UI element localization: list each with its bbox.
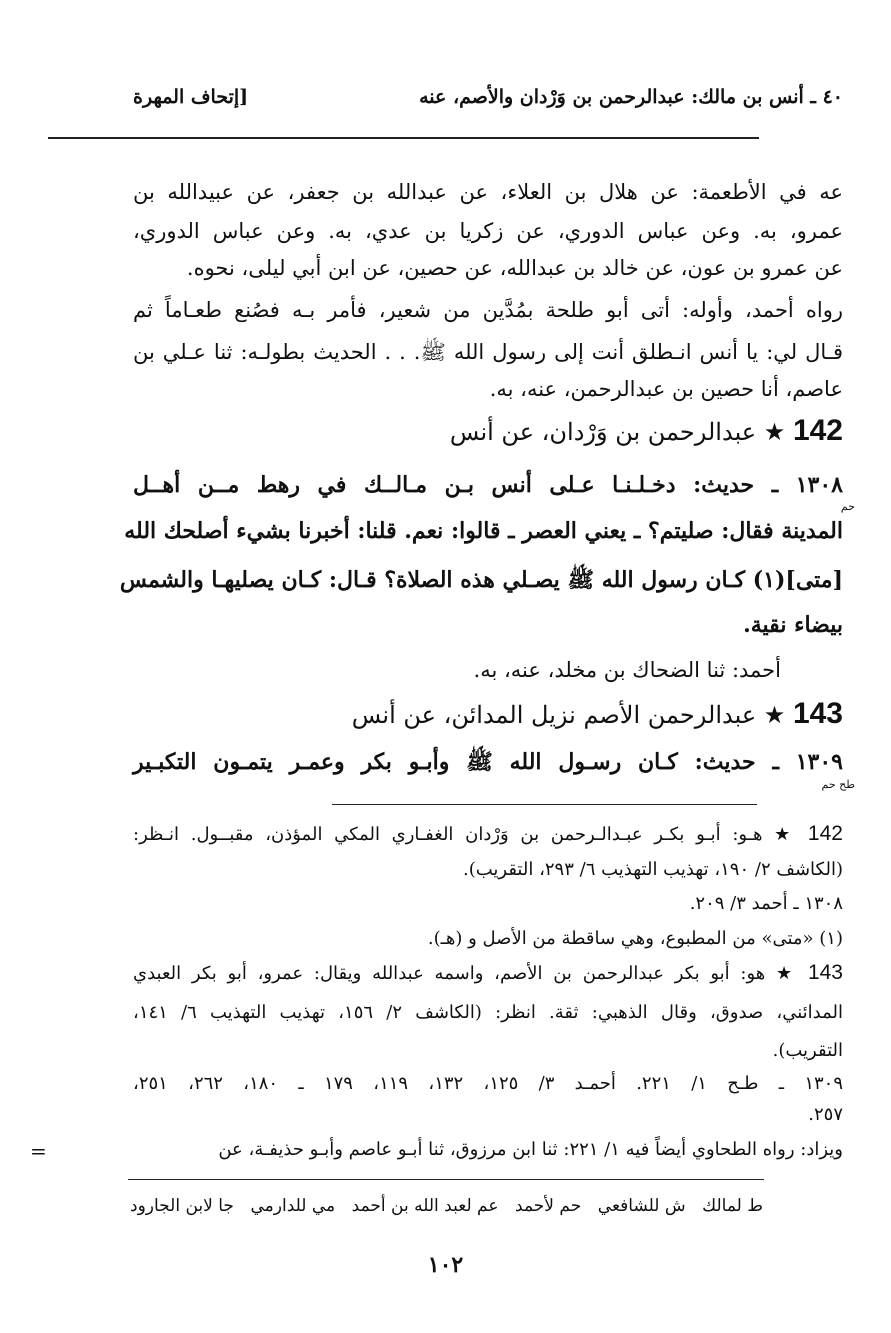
chapter-142-heading: [133, 414, 843, 448]
footnote-143-line: المدائني، صدوق، وقال الذهبي: ثقة. انظر: (الكاشف ٢/ ١٥٦، تهذيب التهذيب ٦/ ١٤١،: [133, 1002, 843, 1023]
star-icon: ★: [763, 418, 786, 446]
page-header: [133, 86, 843, 122]
footnote-number: 143: [807, 961, 843, 984]
chapter-title: عبدالرحمن الأصم نزيل المدائن، عن أنس: [351, 701, 757, 729]
abbreviation-rule: [128, 1179, 764, 1180]
intro-line: عه في الأطعمة: عن هلال بن العلاء، عن عبدالله بن جعفر، عن عبيدالله بن: [133, 180, 843, 204]
abbreviation-key: [130, 1196, 763, 1216]
page-number: ١٠٢: [427, 1252, 464, 1278]
intro-line: عمرو، به. وعن عباس الدوري، عن زكريا بن عدي، به. وعن عباس الدوري،: [133, 219, 843, 243]
continuation-mark: =: [30, 1139, 47, 1163]
abbreviation-item: حم لأحمد: [515, 1196, 582, 1216]
footnote-1: (١) «متى» من المطبوع، وهي ساقطة من الأصل و (هـ).: [427, 928, 843, 949]
footnote-rule: [332, 804, 757, 805]
footnote-143-line: التقريب).: [772, 1040, 843, 1061]
ahmad-line: رواه أحمد، وأوله: أتى أبو طلحة بمُدَّين من شعير، فأمر بـه فصُنع طعـاماً ثم: [133, 298, 843, 322]
source-mark: حم: [840, 500, 855, 513]
footnote-number: 142: [807, 822, 843, 845]
footnote-1309-line: ٢٥٧.: [808, 1104, 843, 1125]
footnote-1308: ١٣٠٨ ـ أحمد ٣/ ٢٠٩.: [689, 893, 843, 914]
chapter-143-heading: [133, 697, 843, 731]
running-title: ٤٠ ـ أنس بن مالك: عبدالرحمن بن وَرْدان والأصم، عنه: [419, 86, 843, 108]
abbreviation-item: جا لابن الجارود: [130, 1196, 234, 1216]
abbreviation-item: مي للدارمي: [250, 1196, 336, 1216]
hadith-1309-line: ١٣٠٩ ـ حديث: كـان رسـول الله ﷺ وأبـو بكر وعمـر يتمـون التكبـير: [133, 749, 843, 775]
chapter-number: 142: [792, 414, 843, 447]
chapter-number: 143: [792, 697, 843, 730]
hadith-1308-line: [متى](١) كـان رسول الله ﷺ يصـلي هذه الصلاة؟ قـال: كـان يصليهـا والشمس: [119, 567, 843, 593]
footnote-ziyad: ويزاد: رواه الطحاوي أيضاً فيه ١/ ٢٢١: ثنا ابن مرزوق، ثنا أبـو عاصم وأبـو حذيفـة، عن: [218, 1139, 843, 1160]
abbreviation-item: عم لعبد الله بن أحمد: [351, 1196, 499, 1216]
ahmad-line: قـال لي: يا أنس انـطلق أنت إلى رسول الله ﷺ. . . الحديث بطولـه: ثنا عـلي بن: [133, 340, 843, 364]
footnote-142-line: [133, 822, 843, 846]
footnote-text: هـو: أبـو بكـر عبـدالـرحمن بن وَرْدان الغفـاري المكي المؤذن، مقبــول. انـظر:: [133, 824, 763, 845]
intro-line: عن عمرو بن عون، عن خالد بن عبدالله، عن حصين، عن ابن أبي ليلى، نحوه.: [186, 256, 843, 280]
book-title: [إتحاف المهرة: [133, 86, 249, 108]
abbreviation-item: ط لمالك: [702, 1196, 763, 1216]
footnote-1309-line: ١٣٠٩ ـ طـح ١/ ٢٢١. أحمـد ٣/ ١٢٥، ١٣٢، ١١٩، ١٧٩ ـ ١٨٠، ٢٦٢، ٢٥١،: [133, 1073, 844, 1094]
source-mark: طح حم: [821, 778, 855, 791]
abbreviation-item: ش للشافعي: [597, 1196, 686, 1216]
header-rule: [48, 137, 759, 139]
footnote-142-line: (الكاشف ٢/ ١٩٠، تهذيب التهذيب ٦/ ٢٩٣، التقريب).: [462, 859, 843, 880]
hadith-1308-chain: أحمد: ثنا الضحاك بن مخلد، عنه، به.: [473, 658, 781, 682]
hadith-1308-line: المدينة فقال: صليتم؟ ـ يعني العصر ـ قالوا: نعم. قلنا: أخبرنا بشيء أصلحك الله: [124, 518, 843, 544]
ahmad-line: عاصم، أنا حصين بن عبدالرحمن، عنه، به.: [489, 377, 843, 401]
hadith-1308-line: بيضاء نقية.: [743, 612, 843, 638]
chapter-title: عبدالرحمن بن وَرْدان، عن أنس: [449, 418, 757, 446]
footnote-143-line: [133, 961, 843, 985]
star-icon: ★: [776, 963, 798, 984]
footnote-text: هو: أبو بكر عبدالرحمن بن الأصم، واسمه عبدالله ويقال: عمرو، أبو بكر العبدي: [133, 963, 766, 984]
star-icon: ★: [763, 701, 786, 729]
hadith-1308-line: ١٣٠٨ ـ حديث: دخـلـنـا عـلى أنس بـن مـالــك في رهط مــن أهــل: [133, 472, 843, 498]
star-icon: ★: [774, 824, 797, 845]
